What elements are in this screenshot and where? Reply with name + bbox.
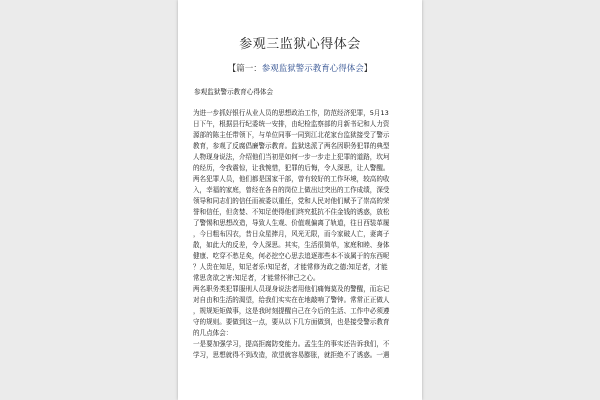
text-line: 入，幸福的家庭，曾经在各自的岗位上做出过突出的工作成绩，深受 [193, 186, 390, 194]
section-suffix: 】 [363, 64, 373, 74]
text-line: 领导和同志们的信任而被委以重任，党和人民对他们赋予了崇高的荣 [193, 197, 390, 205]
text-line: 学习，思想就得不到改造，欲望就容易膨胀，就拒绝不了诱惑。一遇 [193, 351, 390, 359]
text-line: 两名犯罪人员，他们都是国家干部，曾有较好的工作环境，较高的收 [193, 175, 390, 183]
section-link[interactable]: 参观监狱警示教育心得体会 [261, 64, 364, 74]
document-page [178, 0, 422, 400]
body-text [193, 108, 411, 361]
text-line: ，今日粗布囚衣，昔日众星捧月，风光无限，而今家破人亡，妻离子 [193, 230, 390, 238]
text-line: 两名职务类犯罪服刑人员现身说法者用他们痛悔莫及的警醒，而忘记 [193, 285, 390, 293]
sub-heading: 参观监狱警示教育心得体会 [194, 88, 274, 96]
text-line: 对自由和生活的渴望，给我们实实在在地敲响了警钟。常常正正做人 [193, 296, 390, 304]
text-line: 的几点体会： [193, 329, 233, 337]
document-title: 参观三监狱心得体会 [239, 37, 361, 52]
text-line: 散，如此大的反差，令人深思。其实，生活很简单，家庭和睦、身体 [193, 241, 390, 249]
text-line: 常思贪欲之害;知足者，才能常怀律己之心。 [193, 274, 320, 282]
text-line: 的经历，令我震惊，让我惋惜，犯罪的后悔，令人深思，让人警醒。 [193, 164, 390, 172]
section-heading [178, 62, 422, 74]
text-line: 源部的陈主任带领下，与单位同事一同到江北花家台监狱接受了警示 [193, 131, 390, 139]
text-line: 健康、吃穿不愁足矣，何必挖空心思去追逐那些本不该属于的东西呢 [193, 252, 390, 260]
text-line: 为进一步抓好银行从业人员的思想政治工作，防范经济犯罪，5月13 [193, 109, 389, 117]
text-line: 日下午，根据县行纪委统一安排，由纪检监察部的月新书记和人力资 [193, 120, 390, 128]
text-line: 守的规则。要做到这一点，要从以下几方面做到，也是接受警示教育 [193, 318, 390, 326]
text-line: 教育，参观了反腐倡廉警示教育。监狱选派了两名因职务犯罪的典型 [193, 142, 390, 150]
section-prefix: 【篇一： [227, 64, 262, 74]
text-line: ，规规矩矩做事，这是我时刻提醒自己在今后的生活、工作中必须遵 [193, 307, 390, 315]
text-line: 誉和信任，但贪婪、不知足使得他们终究抵抗不住金钱的诱惑，放松 [193, 208, 390, 216]
text-line: 人物现身说法，介绍他们当初是如何一步一步走上犯罪的道路，坎坷 [193, 153, 390, 161]
text-line: ？人贵在知足，知足者乐!知足者，才能常修为政之德;知足者，才能 [193, 263, 388, 271]
text-line: 了警惕和思想改造，导致人生观、价值观偏离了轨道，往日西装革履 [193, 219, 390, 227]
text-line: 一是要加强学习，提高拒腐防变能力。孟生生的事实还告诉我们，不 [193, 340, 390, 348]
